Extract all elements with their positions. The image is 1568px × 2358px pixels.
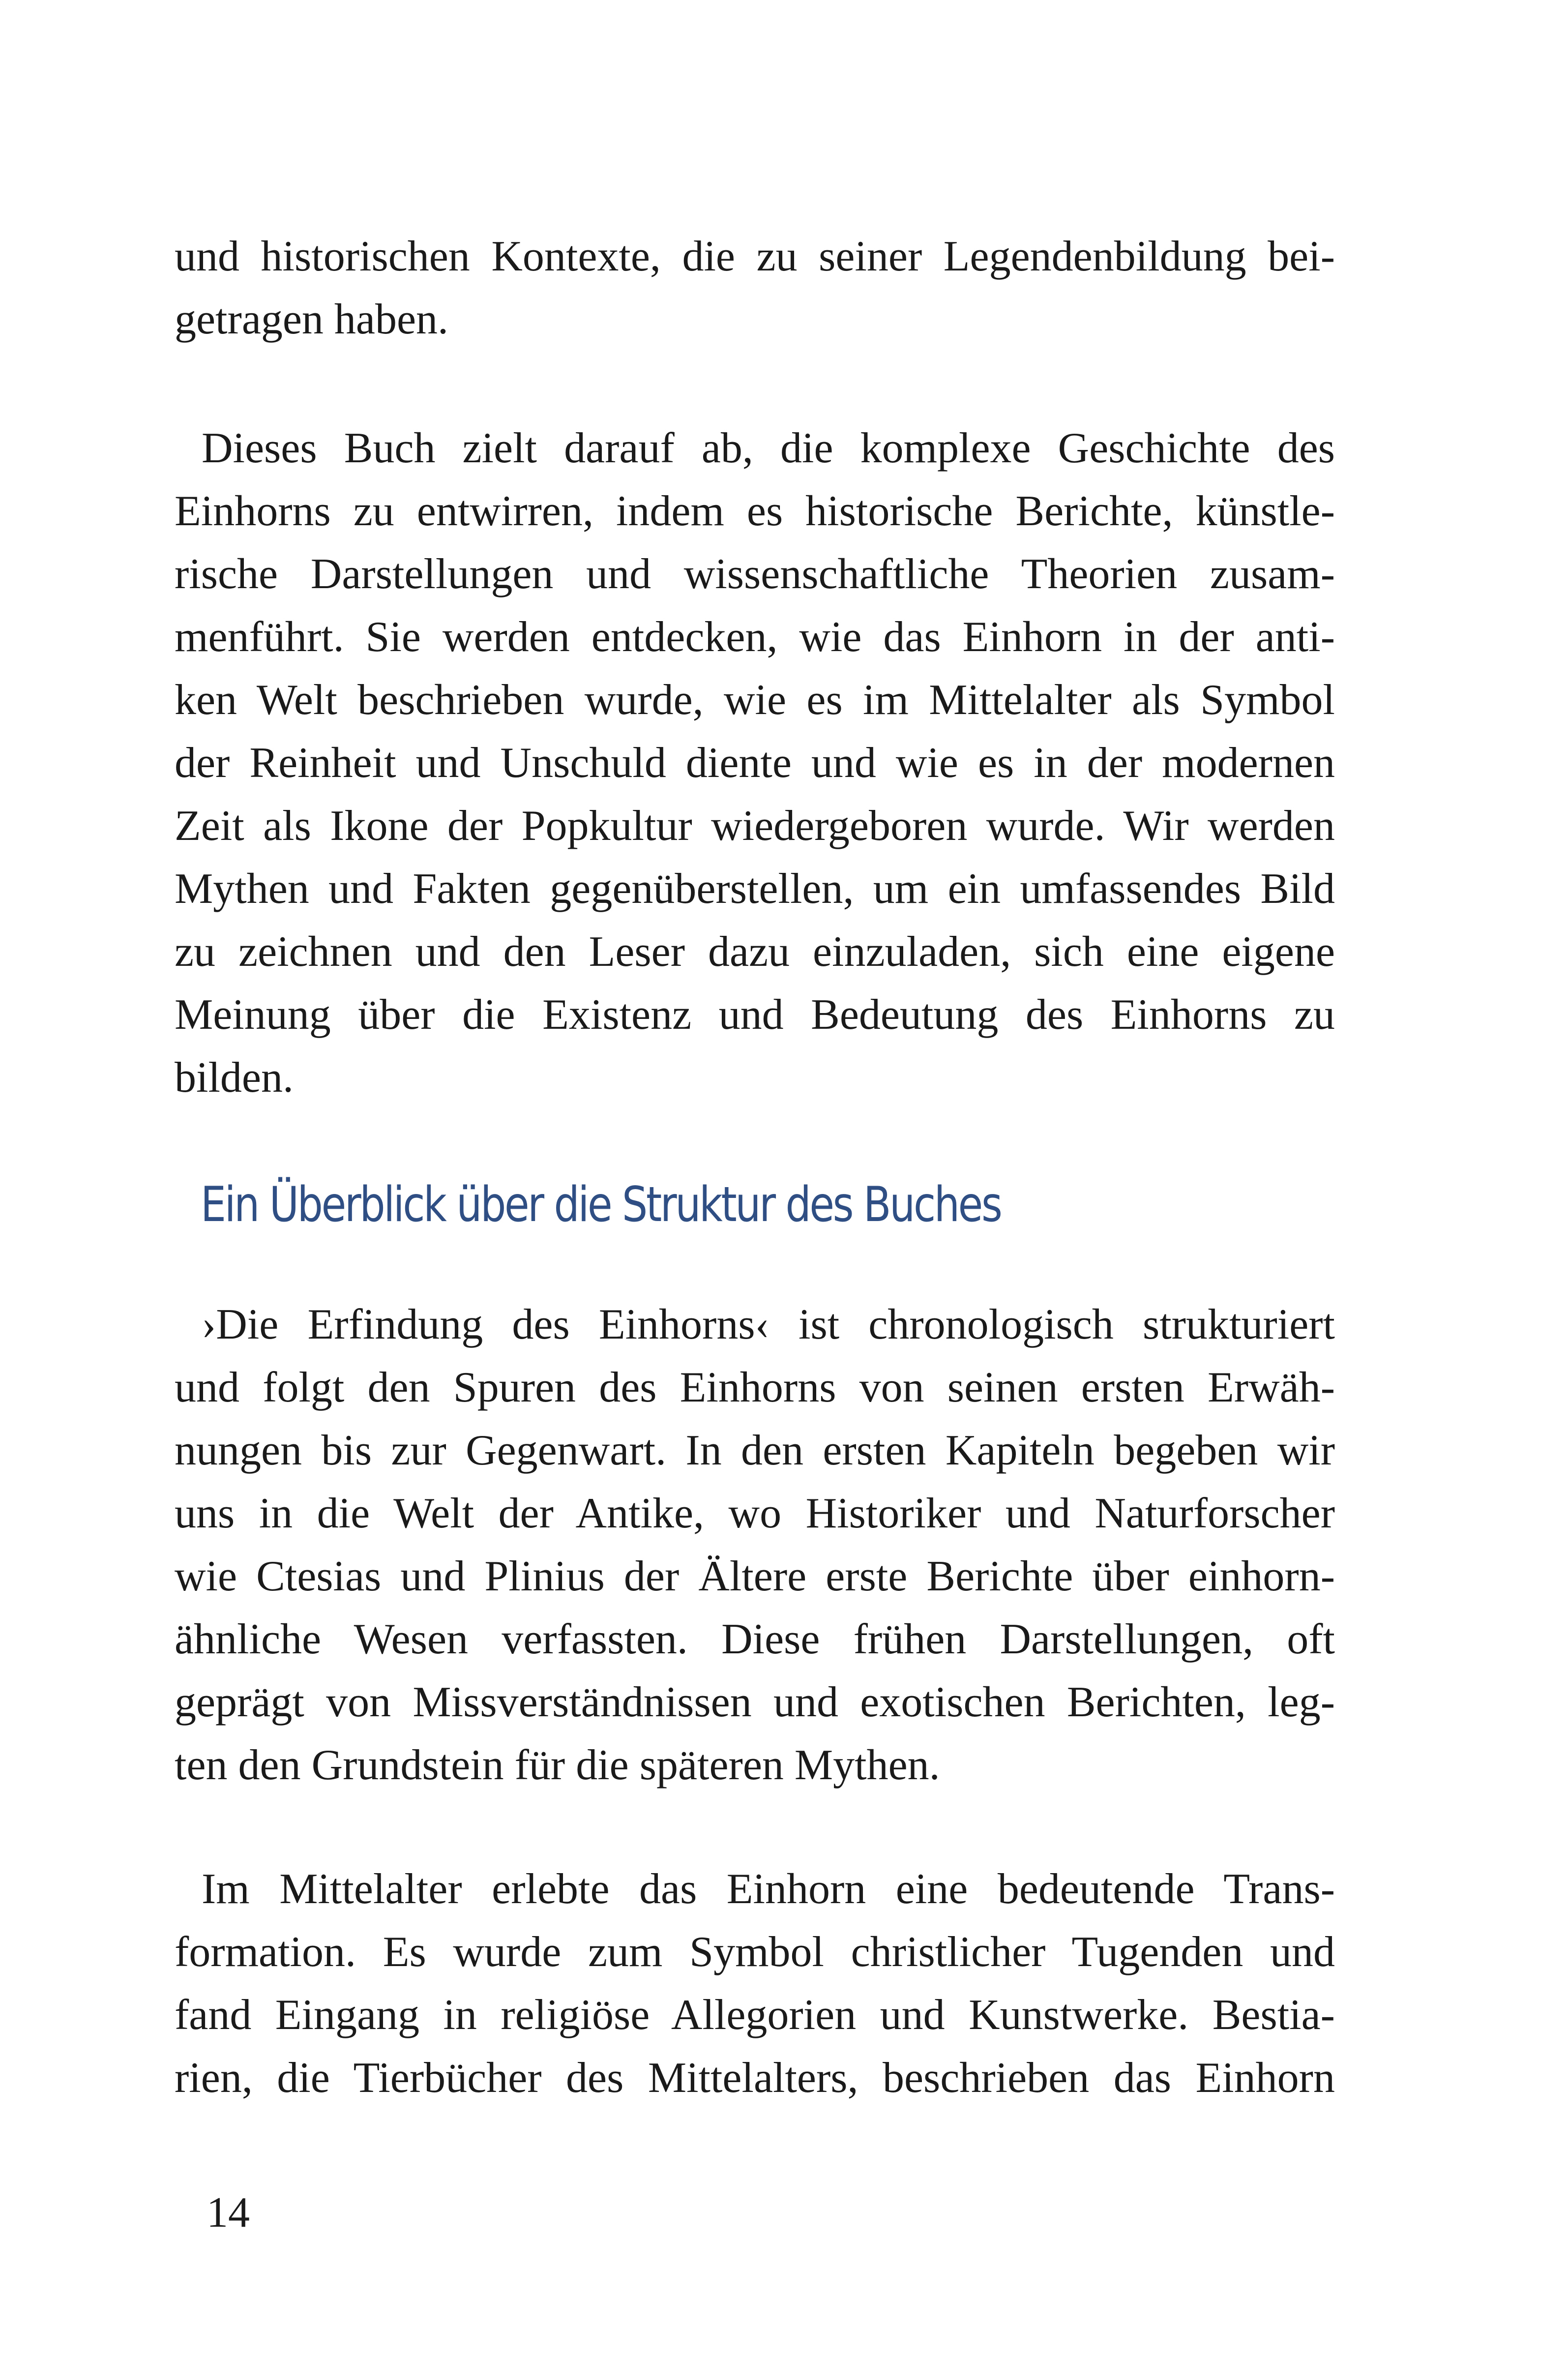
paragraph-book-goal: [175, 417, 1335, 1109]
paragraph-line: fand Eingang in religiöse Allegorien und Kunstwerke. Bestia-: [175, 1991, 1335, 2039]
paragraph-line: nungen bis zur Gegenwart. In den ersten Kapiteln begeben wir: [175, 1427, 1335, 1474]
paragraph-line: ten den Grundstein für die späteren Mythen.: [175, 1741, 940, 1789]
paragraph-line: rien, die Tierbücher des Mittelalters, beschrieben das Einhorn: [175, 2054, 1335, 2102]
paragraph-line: Im Mittelalter erlebte das Einhorn eine bedeutende Trans-: [202, 1865, 1335, 1913]
paragraph-line: getragen haben.: [175, 296, 449, 343]
paragraph-line: und folgt den Spuren des Einhorns von seinen ersten Erwäh-: [175, 1364, 1335, 1411]
paragraph-line: bilden.: [175, 1054, 294, 1102]
paragraph-line: rische Darstellungen und wissenschaftliche Theorien zusam-: [175, 550, 1335, 598]
paragraph-line: Dieses Buch zielt darauf ab, die komplexe Geschichte des: [202, 424, 1335, 472]
paragraph-middle-ages: [175, 1858, 1335, 2110]
paragraph-line: wie Ctesias und Plinius der Ältere erste Berichte über einhorn-: [175, 1552, 1335, 1600]
paragraph-line: ›Die Erfindung des Einhorns‹ ist chronologisch strukturiert: [202, 1301, 1335, 1348]
paragraph-line: formation. Es wurde zum Symbol christlicher Tugenden und: [175, 1928, 1335, 1976]
paragraph-line: und historischen Kontexte, die zu seiner Legendenbildung bei-: [175, 233, 1335, 280]
paragraph-line: Meinung über die Existenz und Bedeutung des Einhorns zu: [175, 991, 1335, 1039]
paragraph-line: uns in die Welt der Antike, wo Historiker und Naturforscher: [175, 1490, 1335, 1537]
paragraph-continuation: [175, 225, 1335, 351]
paragraph-line: der Reinheit und Unschuld diente und wie es in der modernen: [175, 739, 1335, 787]
paragraph-line: ken Welt beschrieben wurde, wie es im Mittelalter als Symbol: [175, 676, 1335, 724]
paragraph-line: Zeit als Ikone der Popkultur wiedergeboren wurde. Wir werden: [175, 802, 1335, 850]
page-number: 14: [207, 2189, 250, 2237]
section-heading: Ein Überblick über die Struktur des Buches: [201, 1177, 1001, 1233]
paragraph-line: Mythen und Fakten gegenüberstellen, um ein umfassendes Bild: [175, 865, 1335, 913]
paragraph-line: geprägt von Missverständnissen und exotischen Berichten, leg-: [175, 1678, 1335, 1726]
paragraph-line: Einhorns zu entwirren, indem es historische Berichte, künstle-: [175, 487, 1335, 535]
paragraph-line: ähnliche Wesen verfassten. Diese frühen Darstellungen, oft: [175, 1615, 1335, 1663]
paragraph-line: zu zeichnen und den Leser dazu einzuladen, sich eine eigene: [175, 928, 1335, 976]
paragraph-structure: [175, 1293, 1335, 1797]
paragraph-line: menführt. Sie werden entdecken, wie das Einhorn in der anti-: [175, 613, 1335, 661]
